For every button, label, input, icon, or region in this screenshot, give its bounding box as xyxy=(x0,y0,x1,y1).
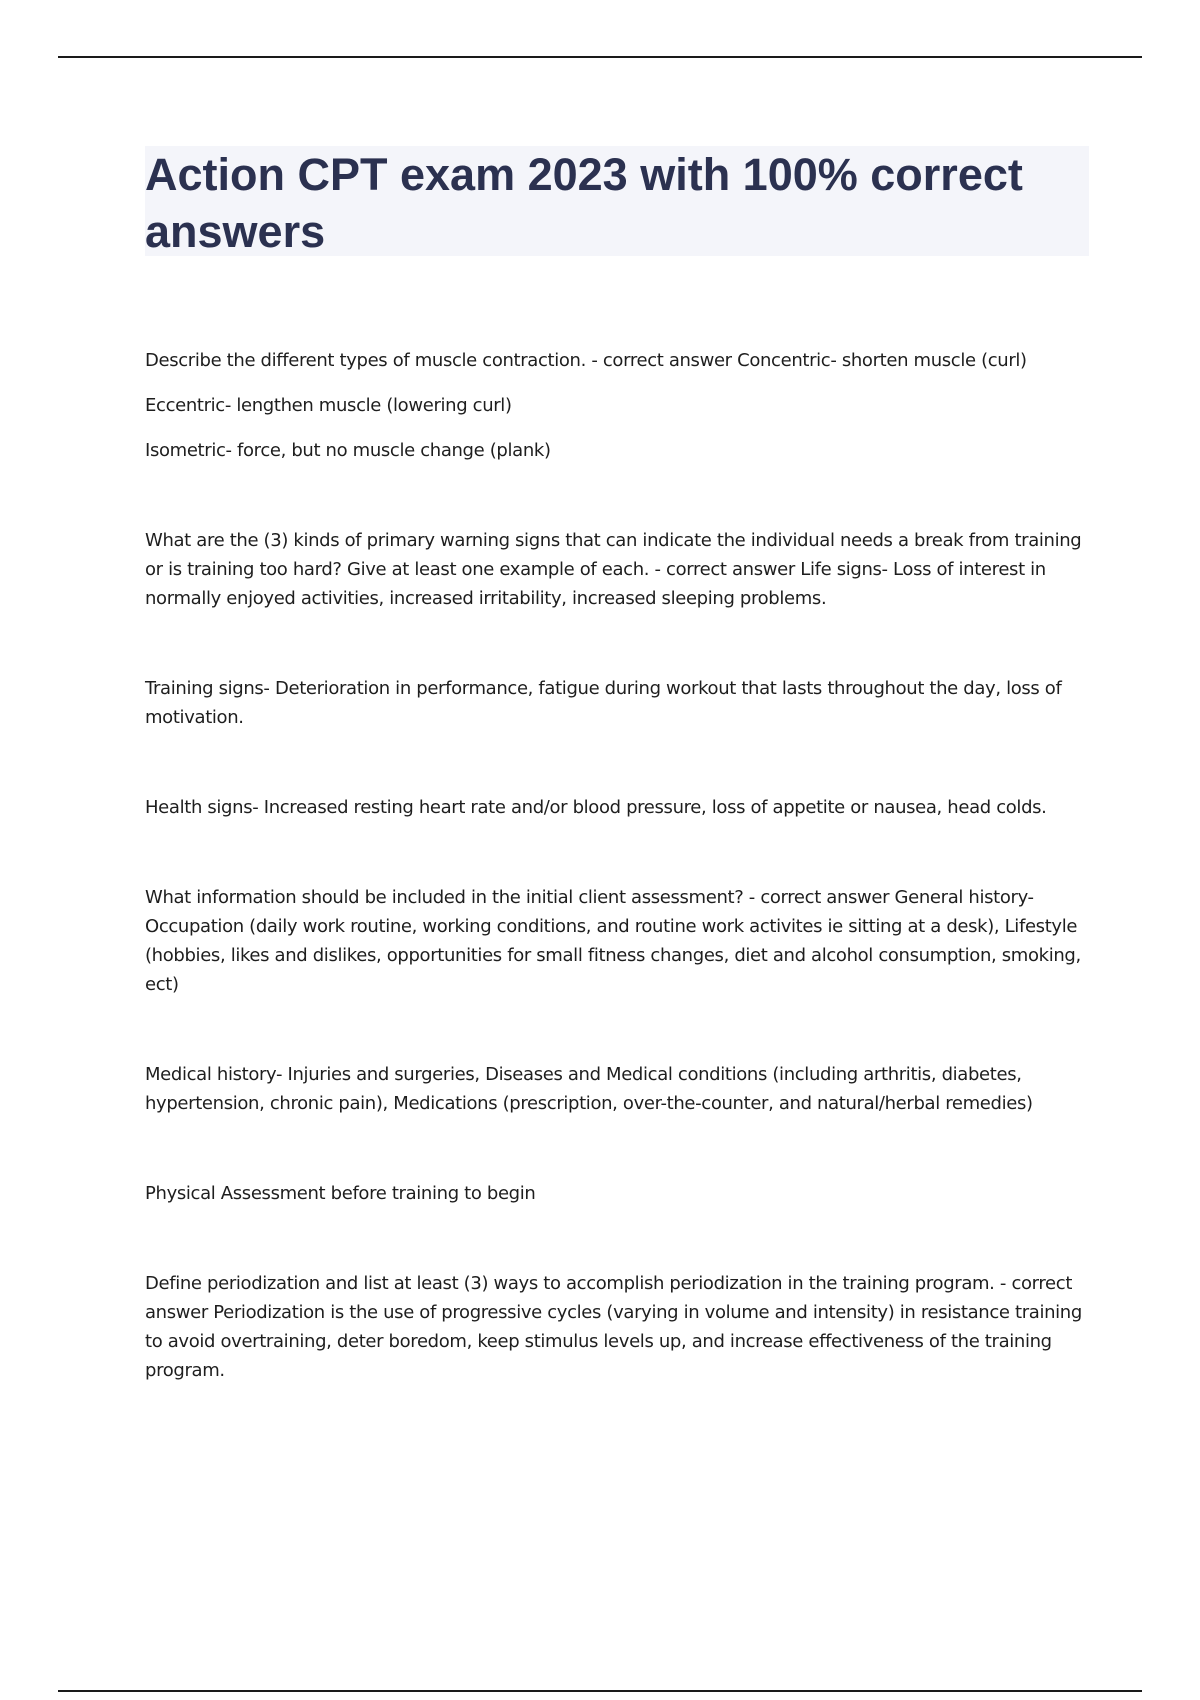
paragraph-periodization-question: Define periodization and list at least (3) ways to accomplish periodization in the training program. - correct answer Periodization is the use of progressive cycles (varying in volume and intensity) in resistance training to avoid overtraining, deter boredom, keep stimulus levels up, and increase effectiveness of the training program. xyxy=(145,1273,1082,1381)
paragraph-client-assessment-question: What information should be included in the initial client assessment? - correct answer General history- Occupation (daily work routine, working conditions, and routine work activites ie sitting at a desk), Lifestyle (hobbies, likes and dislikes, opportunities for small fitness changes, diet and alcohol consumption, smoking, ect) xyxy=(145,887,1081,995)
document-body xyxy=(145,346,1095,1385)
paragraph-isometric: Isometric- force, but no muscle change (plank) xyxy=(145,440,551,461)
paragraph-warning-signs-question: What are the (3) kinds of primary warning signs that can indicate the individual needs a break from training or is training too hard? Give at least one example of each. - correct answer Life signs- Loss of interest in normally enjoyed activities, increased irritability, increased sleeping problems. xyxy=(145,530,1082,609)
top-rule xyxy=(58,56,1142,58)
paragraph-muscle-contraction-question: Describe the different types of muscle contraction. - correct answer Concentric- shorten muscle (curl) xyxy=(145,350,1027,371)
paragraph-eccentric: Eccentric- lengthen muscle (lowering curl) xyxy=(145,395,512,416)
paragraph-health-signs: Health signs- Increased resting heart rate and/or blood pressure, loss of appetite or nausea, head colds. xyxy=(145,797,1047,818)
paragraph-medical-history: Medical history- Injuries and surgeries, Diseases and Medical conditions (including arthritis, diabetes, hypertension, chronic pain), Medications (prescription, over-the-counter, and natural/herbal remedies) xyxy=(145,1064,1033,1114)
title-block xyxy=(145,146,1089,256)
paragraph-training-signs: Training signs- Deterioration in performance, fatigue during workout that lasts throughout the day, loss of motivation. xyxy=(145,678,1062,728)
paragraph-physical-assessment: Physical Assessment before training to begin xyxy=(145,1183,536,1204)
bottom-rule xyxy=(58,1690,1142,1692)
document-title: Action CPT exam 2023 with 100% correct answers xyxy=(145,149,1023,257)
